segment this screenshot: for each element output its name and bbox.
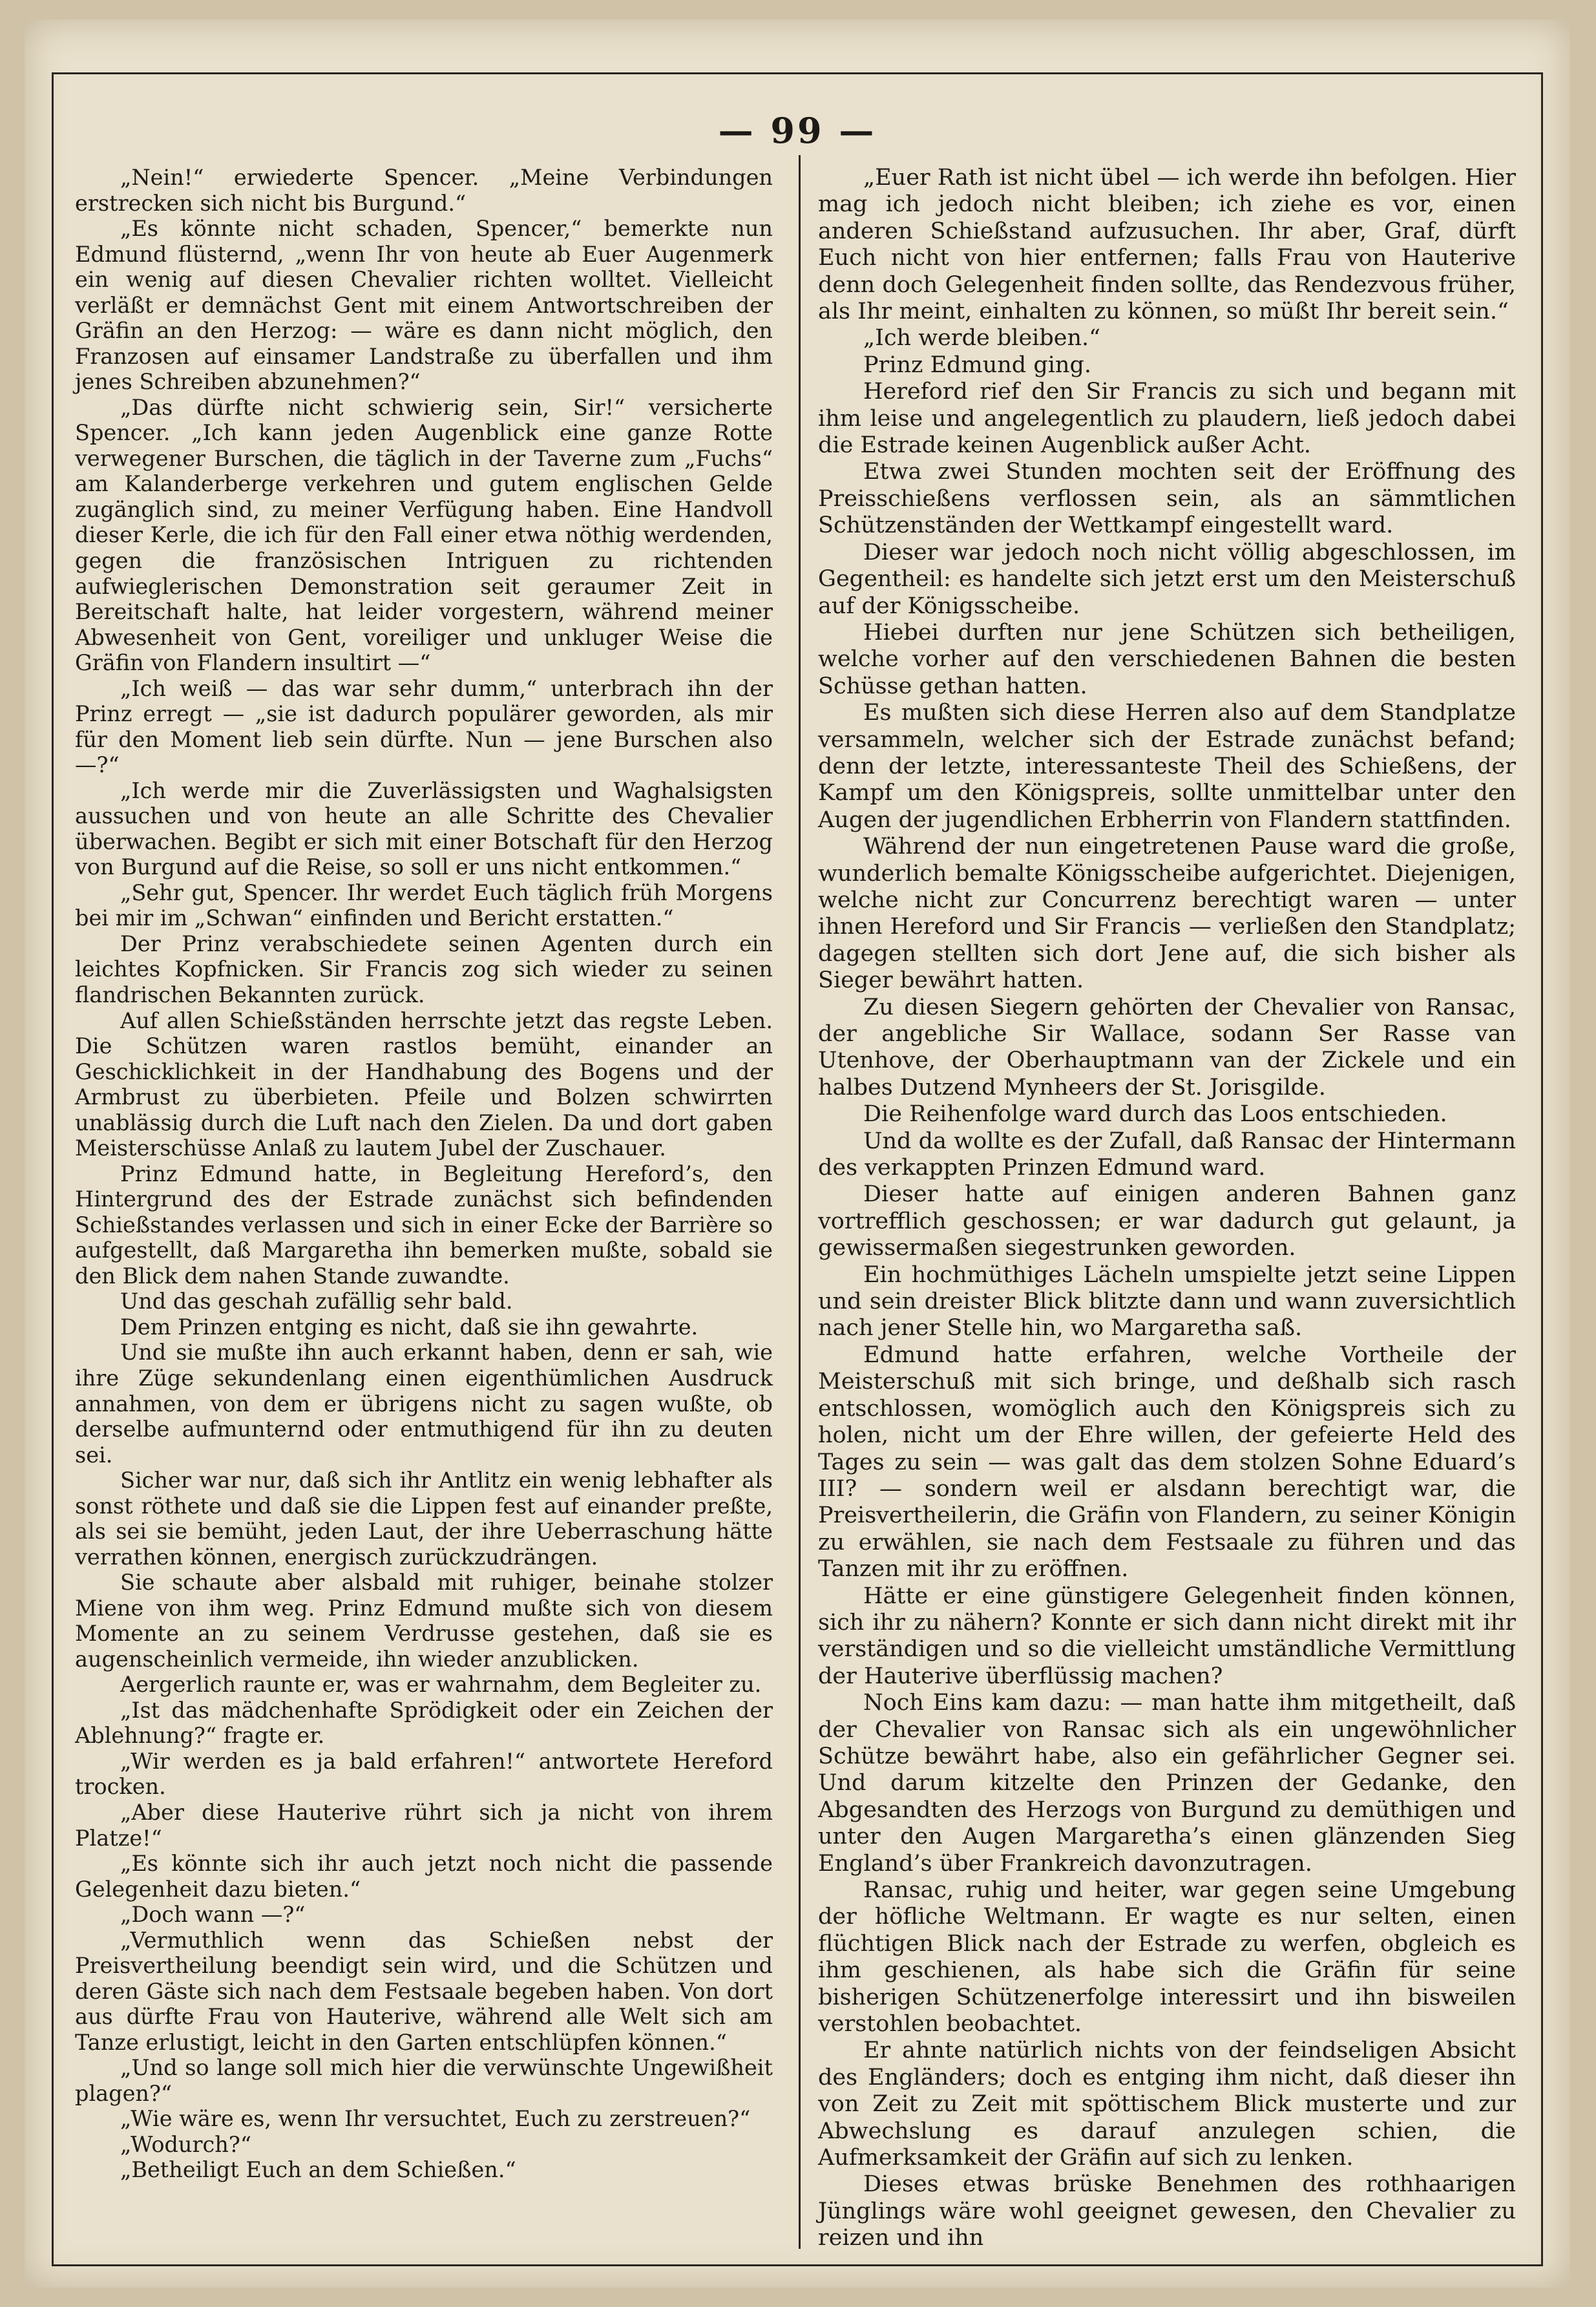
paragraph: Hiebei durften nur jene Schützen sich betheiligen, welche vorher auf den verschiedenen Bahnen die besten Schüsse gethan hatten. [818,619,1516,699]
paragraph: „Ich werde bleiben.“ [863,325,1101,352]
paragraph: Und sie mußte ihn auch erkannt haben, denn er sah, wie ihre Züge sekundenlang einen eigenthümlichen Ausdruck annahmen, von dem er übrigens nicht zu sagen wußte, ob derselbe aufmunternd oder entmuthigend für ihn zu deuten sei. [75,1340,773,1468]
paragraph: Während der nun eingetretenen Pause ward die große, wunderlich bemalte Königsscheibe aufgerichtet. Diejenigen, welche nicht zur Concurrenz berechtigt waren — unter ihnen Hereford und Sir Francis — verließen den Standplatz; dagegen stellten sich dort Jene auf, die sich bisher als Sieger bewährt hatten. [818,834,1516,994]
paragraph: Und da wollte es der Zufall, daß Ransac der Hintermann des verkappten Prinzen Edmund ward. [818,1128,1516,1181]
paragraph: „Nein!“ erwiederte Spencer. „Meine Verbindungen erstrecken sich nicht bis Burgund.“ [75,165,773,216]
paragraph: Dieses etwas brüske Benehmen des rothhaarigen Jünglings wäre wohl geeignet gewesen, den Chevalier zu reizen und ihn [818,2171,1516,2251]
paragraph: Der Prinz verabschiedete seinen Agenten durch ein leichtes Kopfnicken. Sir Francis zog sich wieder zu seinen flandrischen Bekannten zurück. [75,931,773,1007]
paragraph: Er ahnte natürlich nichts von der feindseligen Absicht des Engländers; doch es entging ihm nicht, daß dieser ihn von Zeit zu Zeit mit spöttischem Blick musterte und zur Abwechslung es darauf anzulegen schien, die Aufmerksamkeit der Gräfin auf sich zu lenken. [818,2038,1516,2171]
paragraph: Edmund hatte erfahren, welche Vortheile der Meisterschuß mit sich bringe, und deßhalb sich rasch entschlossen, womöglich auch den Königspreis sich zu holen, nicht um der Ehre willen, der gefeierte Held des Tages zu sein — was galt das dem stolzen Sohne Eduard’s III? — sondern weil er alsdann berechtigt war, die Preisvertheilerin, die Gräfin von Flandern, zu seiner Königin zu erwählen, sie nach dem Festsaale zu führen und das Tanzen mit ihr zu eröffnen. [818,1342,1516,1583]
paragraph: Prinz Edmund ging. [863,352,1092,378]
paragraph: Zu diesen Siegern gehörten der Chevalier von Ransac, der angebliche Sir Wallace, sodann Ser Rasse van Utenhove, der Oberhauptmann van der Zickele und ein halbes Dutzend Mynheers der St. Jorisgilde. [818,994,1516,1101]
paragraph: Noch Eins kam dazu: — man hatte ihm mitgetheilt, daß der Chevalier von Ransac sich als ein ungewöhnlicher Schütze bewährt habe, also ein gefährlicher Gegner sei. Und darum kitzelte den Prinzen der Gedanke, den Abgesandten des Herzogs von Burgund zu demüthigen und unter den Augen Margaretha’s einen glänzenden Sieg England’s über Frankreich davonzutragen. [818,1690,1516,1877]
paragraph: Dieser hatte auf einigen anderen Bahnen ganz vortrefflich geschossen; er war dadurch gut gelaunt, ja gewissermaßen siegestrunken geworden. [818,1181,1516,1261]
paragraph: Sicher war nur, daß sich ihr Antlitz ein wenig lebhafter als sonst röthete und daß sie die Lippen fest auf einander preßte, als sei sie bemüht, jeden Laut, der ihre Ueberraschung hätte verrathen können, energisch zurückzudrängen. [75,1468,773,1570]
paragraph: Dieser war jedoch noch nicht völlig abgeschlossen, im Gegentheil: es handelte sich jetzt erst um den Meisterschuß auf der Königsscheibe. [818,539,1516,619]
paragraph: Aergerlich raunte er, was er wahrnahm, dem Begleiter zu. [120,1672,762,1698]
paragraph: Prinz Edmund hatte, in Begleitung Hereford’s, den Hintergrund des der Estrade zunächst sich befindenden Schießstandes verlassen und sich in einer Ecke der Barrière so aufgestellt, daß Margaretha ihn bemerken mußte, sobald sie den Blick dem nahen Stande zuwandte. [75,1161,773,1289]
paragraph: Sie schaute aber alsbald mit ruhiger, beinahe stolzer Miene von ihm weg. Prinz Edmund mußte sich von diesem Momente an zu seinem Verdrusse gestehen, daß sie es augenscheinlich vermeide, ihn wieder anzublicken. [75,1570,773,1672]
paragraph: „Wie wäre es, wenn Ihr versuchtet, Euch zu zerstreuen?“ [120,2106,751,2132]
paragraph: „Ich werde mir die Zuverlässigsten und Waghalsigsten aussuchen und von heute an alle Schritte des Chevalier überwachen. Begibt er sich mit einer Botschaft für den Herzog von Burgund auf die Reise, so soll er uns nicht entkommen.“ [75,777,773,880]
paragraph: „Ist das mädchenhafte Sprödigkeit oder ein Zeichen der Ablehnung?“ fragte er. [75,1697,773,1749]
paragraph: Ransac, ruhig und heiter, war gegen seine Umgebung der höfliche Weltmann. Er wagte es nur selten, einen flüchtigen Blick nach der Estrade zu werfen, obgleich es ihm geschienen, als habe sich die Gräfin für seine bisherigen Schützenerfolge interessirt und ihn bisweilen verstohlen beobachtet. [818,1877,1516,2038]
left-column [75,165,773,2183]
paragraph: Ein hochmüthiges Lächeln umspielte jetzt seine Lippen und sein dreister Blick blitzte dann und wann zuversichtlich nach jener Stelle hin, wo Margaretha saß. [818,1261,1516,1342]
paragraph: Und das geschah zufällig sehr bald. [120,1289,513,1314]
paragraph: „Sehr gut, Spencer. Ihr werdet Euch täglich früh Morgens bei mir im „Schwan“ einfinden und Bericht erstatten.“ [75,880,773,931]
paragraph: „Aber diese Hauterive rührt sich ja nicht von ihrem Platze!“ [75,1800,773,1851]
paragraph: Die Reihenfolge ward durch das Loos entschieden. [863,1101,1447,1128]
paragraph: „Vermuthlich wenn das Schießen nebst der Preisvertheilung beendigt sein wird, und die Schützen und deren Gäste sich nach dem Festsaale begeben haben. Von dort aus dürfte Frau von Hauterive, während alle Welt sich am Tanze erlustigt, leicht in den Garten entschlüpfen können.“ [75,1927,773,2055]
paragraph: Auf allen Schießständen herrschte jetzt das regste Leben. Die Schützen waren rastlos bemüht, einander an Geschicklichkeit in der Handhabung des Bogens und der Armbrust zu überbieten. Pfeile und Bolzen schwirrten unablässig durch die Luft nach den Zielen. Da und dort gaben Meisterschüsse Anlaß zu lautem Jubel der Zuschauer. [75,1007,773,1161]
paragraph: Etwa zwei Stunden mochten seit der Eröffnung des Preisschießens verflossen sein, als an sämmtlichen Schützenständen der Wettkampf eingestellt ward. [818,459,1516,539]
column-divider [799,155,801,2249]
paragraph: „Es könnte sich ihr auch jetzt noch nicht die passende Gelegenheit dazu bieten.“ [75,1851,773,1902]
paragraph: „Es könnte nicht schaden, Spencer,“ bemerkte nun Edmund flüsternd, „wenn Ihr von heute ab Euer Augenmerk ein wenig auf diesen Chevalier richten wolltet. Vielleicht verläßt er demnächst Gent mit einem Antwortschreiben der Gräfin an den Herzog: — wäre es dann nicht möglich, den Franzosen auf einsamer Landstraße zu überfallen und ihm jenes Schreiben abzunehmen?“ [75,216,773,395]
page-number: — 99 — [718,110,877,151]
paragraph: Es mußten sich diese Herren also auf dem Standplatze versammeln, welcher sich der Estrade zunächst befand; denn der letzte, interessanteste Theil des Schießens, der Kampf um den Königspreis, sollte unmittelbar unter den Augen der jugendlichen Erbherrin von Flandern stattfinden. [818,700,1516,833]
paragraph: „Wodurch?“ [120,2131,251,2157]
paragraph: „Doch wann —?“ [120,1902,306,1928]
paragraph: Dem Prinzen entging es nicht, daß sie ihn gewahrte. [120,1314,698,1340]
paragraph: „Ich weiß — das war sehr dumm,“ unterbrach ihn der Prinz erregt — „sie ist dadurch populärer geworden, als mir für den Moment lieb sein dürfte. Nun — jene Burschen also —?“ [75,675,773,778]
paragraph: „Wir werden es ja bald erfahren!“ antwortete Hereford trocken. [75,1748,773,1800]
paragraph: Hätte er eine günstigere Gelegenheit finden können, sich ihr zu nähern? Konnte er sich dann nicht direkt mit ihr verständigen und so die vielleicht umständliche Vermittlung der Hauterive überflüssig machen? [818,1583,1516,1689]
paragraph: „Das dürfte nicht schwierig sein, Sir!“ versicherte Spencer. „Ich kann jeden Augenblick eine ganze Rotte verwegener Burschen, die täglich in der Taverne zum „Fuchs“ am Kalanderberge verkehren und gutem englischen Gelde zugänglich sind, zu meiner Verfügung haben. Eine Handvoll dieser Kerle, die ich für den Fall einer etwa nöthig werdenden, gegen die französischen Intriguen zu richtenden aufwieglerischen Demonstration seit geraumer Zeit in Bereitschaft halte, hat leider vorgestern, während meiner Abwesenheit von Gent, voreiliger und unkluger Weise die Gräfin von Flandern insultirt —“ [75,394,773,676]
paragraph: „Und so lange soll mich hier die verwünschte Ungewißheit plagen?“ [75,2055,773,2106]
paragraph: „Betheiligt Euch an dem Schießen.“ [120,2157,516,2183]
newspaper-page [25,19,1570,2288]
paragraph: „Euer Rath ist nicht übel — ich werde ihn befolgen. Hier mag ich jedoch nicht bleiben; ich ziehe es vor, einen anderen Schießstand aufzusuchen. Ihr aber, Graf, dürft Euch nicht von hier entfernen; falls Frau von Hauterive denn doch Gelegenheit finden sollte, das Rendezvous früher, als Ihr meint, einhalten zu können, so müßt Ihr bereit sein.“ [818,165,1516,325]
right-column [818,165,1516,2252]
paragraph: Hereford rief den Sir Francis zu sich und begann mit ihm leise und angelegentlich zu plaudern, ließ jedoch dabei die Estrade keinen Augenblick außer Acht. [818,379,1516,459]
